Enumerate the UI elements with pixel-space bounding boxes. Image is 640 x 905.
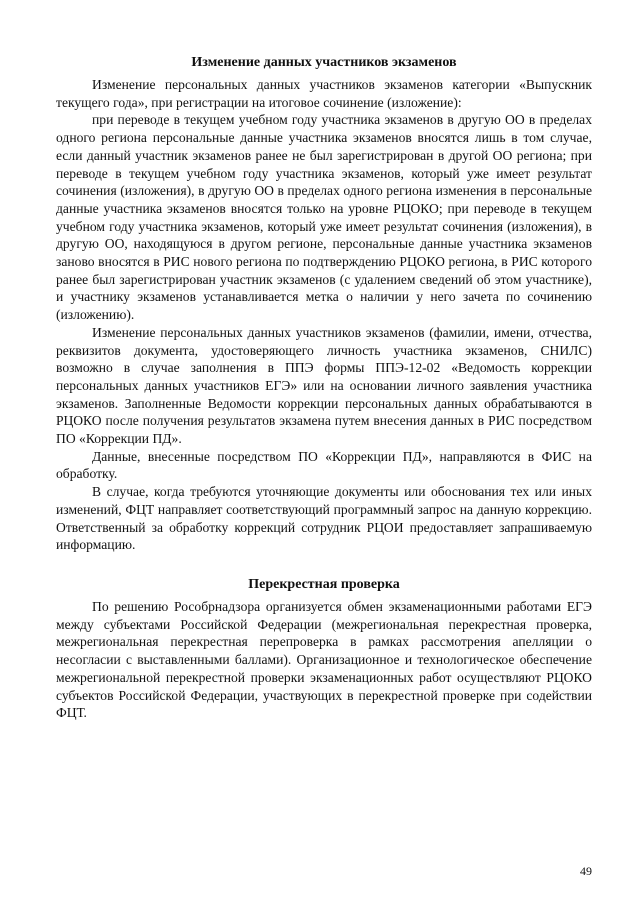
section-title-data-changes: Изменение данных участников экзаменов — [191, 55, 457, 70]
page-number: 49 — [580, 864, 592, 878]
paragraph: Изменение персональных данных участников экзаменов (фамилии, имени, отчества, реквизитов документа, удостоверяющего личность участника экзаменов, СНИЛС) возможно в случае заполнения в ППЭ формы ППЭ-12-02 «Ведомость коррекции персональных данных участников ЕГЭ» или на основании личного заявления участника экзаменов. Заполненные Ведомости коррекции персональных данных обрабатываются в РЦОКО после получения результатов экзамена путем внесения данных в РИС посредством ПО «Коррекции ПД». — [56, 324, 592, 447]
paragraph: при переводе в текущем учебном году участника экзаменов в другую ОО в пределах одного региона персональные данные участника экзаменов вносятся лишь в том случае, если данный участник экзаменов ранее не был зарегистрирован в другой ОО региона; при переводе в текущем учебном году участника экзаменов, который уже имеет результат сочинения (изложения), в другую ОО в пределах одного региона изменения в персональные данные участника экзаменов вносятся только на уровне РЦОКО; при переводе в текущем учебном году участника экзаменов, который уже имеет результат сочинения (изложения), в другую ОО, находящуюся в другом регионе, персональные данные участника экзаменов заново вносятся в РИС нового региона по подтверждению РЦОКО региона, в РИС которого ранее был зарегистрирован участник экзаменов (с удалением сведений об этом участнике), и участнику экзаменов устанавливается метка о наличии у него зачета по сочинению (изложению). — [56, 112, 592, 323]
paragraph: Данные, внесенные посредством ПО «Коррекции ПД», направляются в ФИС на обработку. — [56, 448, 592, 482]
paragraph: По решению Рособрнадзора организуется обмен экзаменационными работами ЕГЭ между субъектами Российской Федерации (межрегиональная перекрестная проверка, межрегиональная перекрестная перепроверка в рамках рассмотрения апелляции о несогласии с выставленными баллами). Организационное и технологическое обеспечение межрегиональной перекрестной проверки экзаменационных работ осуществляют РЦОКО субъектов Российской Федерации, участвующих в перекрестной проверке при содействии ФЦТ. — [56, 598, 592, 721]
paragraph: В случае, когда требуются уточняющие документы или обоснования тех или иных изменений, ФЦТ направляет соответствующий программный запрос на данную коррекцию. Ответственный за обработку коррекций сотрудник РЦОИ предоставляет запрашиваемую информацию. — [56, 484, 592, 553]
section-title-cross-check: Перекрестная проверка — [248, 576, 400, 592]
paragraph: Изменение персональных данных участников экзаменов категории «Выпускник текущего года», при регистрации на итоговое сочинение (изложение): — [56, 77, 592, 110]
page-content — [56, 54, 592, 722]
